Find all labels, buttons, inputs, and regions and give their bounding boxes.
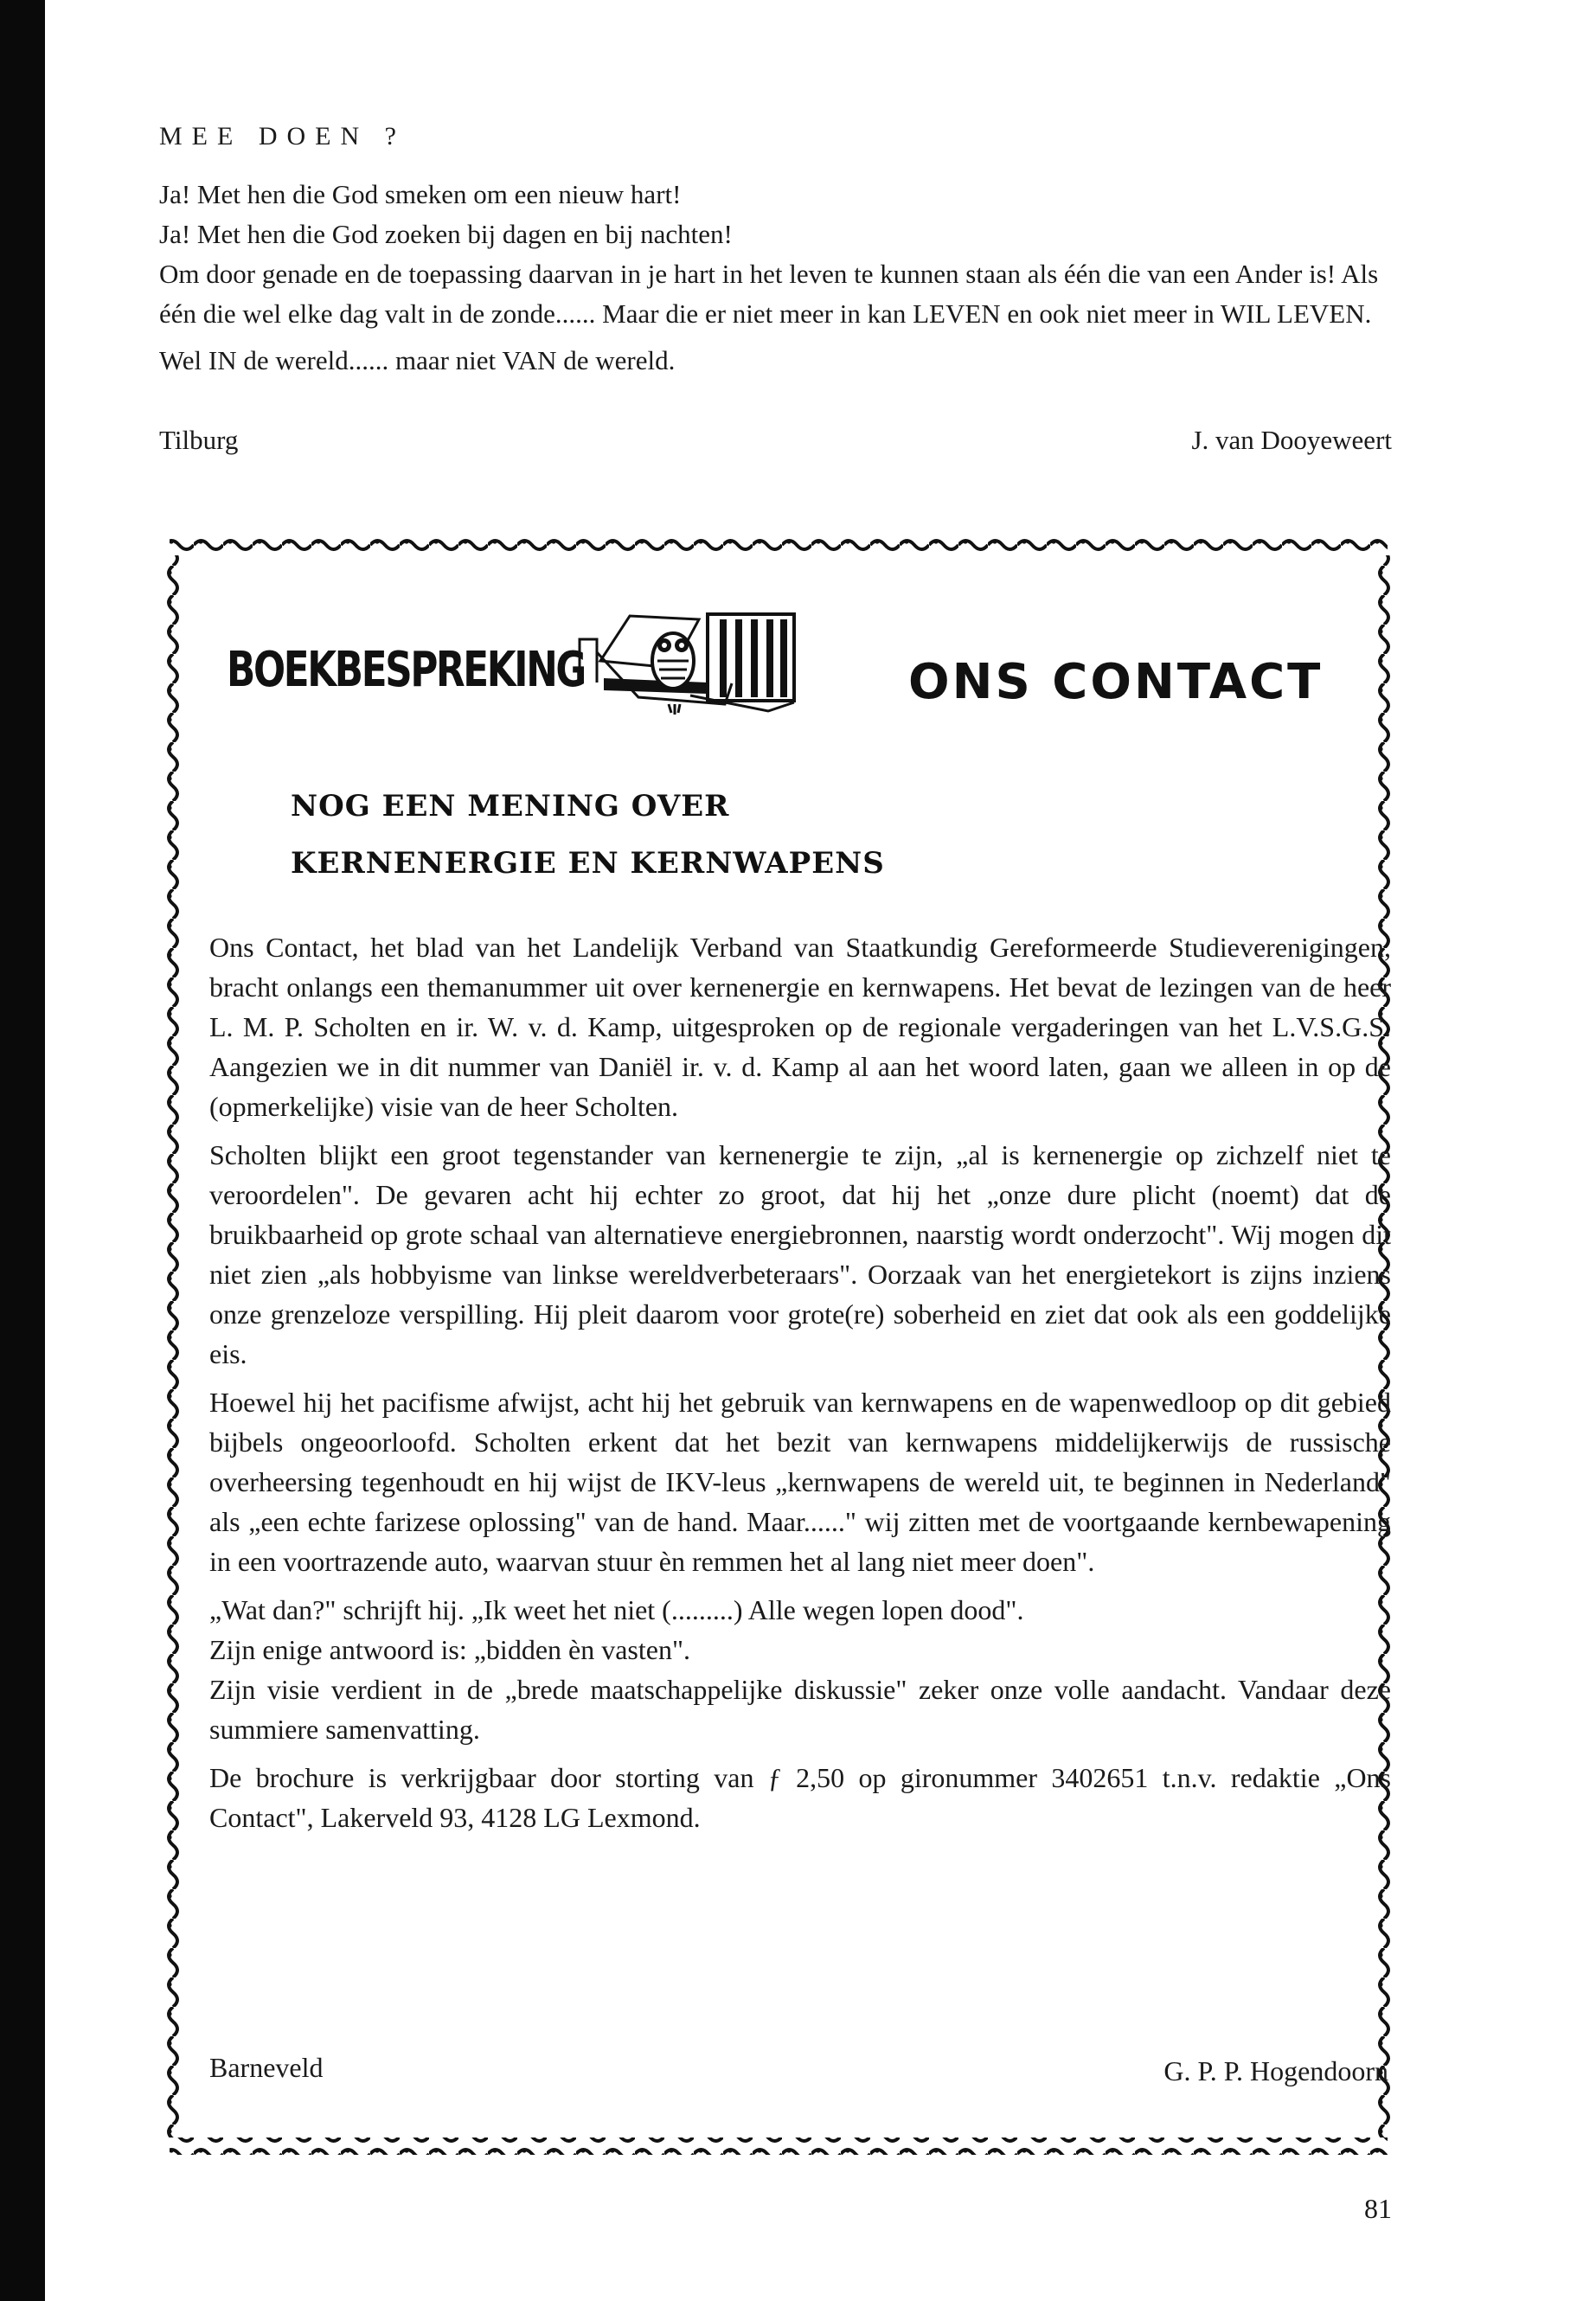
article-line: Ja! Met hen die God smeken om een nieuw hart!	[159, 179, 682, 209]
review-paragraph: Hoewel hij het pacifisme afwijst, acht hij het gebruik van kernwapens en de wapenwedloop op dit gebied bijbels ongeoorloofd. Scholten erkent dat het bezit van kernwapens middelijkerwijs de russische overheersing tegenhoudt en hij wijst de IKV-leus „kernwapens de wereld uit, te beginnen in Nederland" als „een echte farizese oplossing" van de hand. Maar......" wij zitten met de voortgaande kernbewapening in een voortrazende auto, waarvan stuur èn remmen het al lang niet meer doen".	[209, 1387, 1391, 1577]
page-number: 81	[1364, 2193, 1392, 2224]
banner-ons-contact: ONS CONTACT	[908, 654, 1324, 710]
article-body	[159, 175, 1396, 381]
article-line: Wel IN de wereld...... maar niet VAN de wereld.	[159, 345, 676, 375]
article-author: J. van Dooyeweert	[1191, 425, 1392, 455]
article-place: Tilburg	[159, 425, 239, 455]
review-paragraph: Scholten blijkt een groot tegenstander van kernenergie te zijn, „al is kernenergie op zichzelf niet te veroordelen". De gevaren acht hij echter zo groot, dat hij het „onze dure plicht (noemt) dat de bruikbaarheid op grote schaal van alternatieve energiebronnen, naarstig wordt onderzocht". Wij mogen dit niet zien „als hobbyisme van linkse wereldverbeteraars". Oorzaak van het energietekort is zijns inziens onze grenzeloze verspilling. Hij pleit daarom voor grote(re) soberheid en ziet dat ook als een goddelijke eis.	[209, 1139, 1391, 1369]
review-paragraph: Ons Contact, het blad van het Landelijk Verband van Staatkundig Gereformeerde Studieverenigingen, bracht onlangs een themanummer uit over kernenergie en kernwapens. Het bevat de lezingen van de heer L. M. P. Scholten en ir. W. v. d. Kamp, uitgesproken op de regionale vergaderingen van het L.V.S.G.S. Aangezien we in dit nummer van Daniël ir. v. d. Kamp al aan het woord laten, gaan we alleen in op de (opmerkelijke) visie van de heer Scholten.	[209, 932, 1391, 1122]
review-paragraph: Zijn visie verdient in de „brede maatschappelijke diskussie" zeker onze volle aandacht. Vandaar deze summiere samenvatting.	[209, 1674, 1391, 1745]
article-line: Ja! Met hen die God zoeken bij dagen en bij nachten!	[159, 219, 733, 249]
review-paragraph: Zijn enige antwoord is: „bidden èn vasten".	[209, 1634, 691, 1665]
banner-boekbespreking: BOEKBESPREKING	[227, 642, 585, 698]
review-body	[209, 927, 1391, 1846]
review-headline: NOG EEN MENING OVER	[291, 789, 730, 824]
review-place: Barneveld	[209, 2052, 324, 2083]
review-paragraph: „Wat dan?" schrijft hij. „Ik weet het niet (.........) Alle wegen lopen dood".	[209, 1594, 1024, 1625]
review-author: G. P. P. Hogendoorn	[1163, 2055, 1388, 2086]
review-headline: KERNENERGIE EN KERNWAPENS	[291, 846, 885, 881]
owl-on-books-icon	[578, 600, 837, 721]
article-line: Om door genade en de toepassing daarvan in je hart in het leven te kunnen staan als één die van een Ander is! Als één die wel elke dag valt in de zonde...... Maar die er niet meer in kan LEVEN en ook niet meer in WIL LEVEN.	[159, 259, 1379, 329]
article-title: MEE DOEN ?	[159, 122, 406, 151]
review-paragraph: De brochure is verkrijgbaar door storting van ƒ 2,50 op gironummer 3402651 t.n.v. redaktie „Ons Contact", Lakerveld 93, 4128 LG Lexmond.	[209, 1762, 1391, 1833]
scan-binding-edge	[0, 0, 45, 2301]
